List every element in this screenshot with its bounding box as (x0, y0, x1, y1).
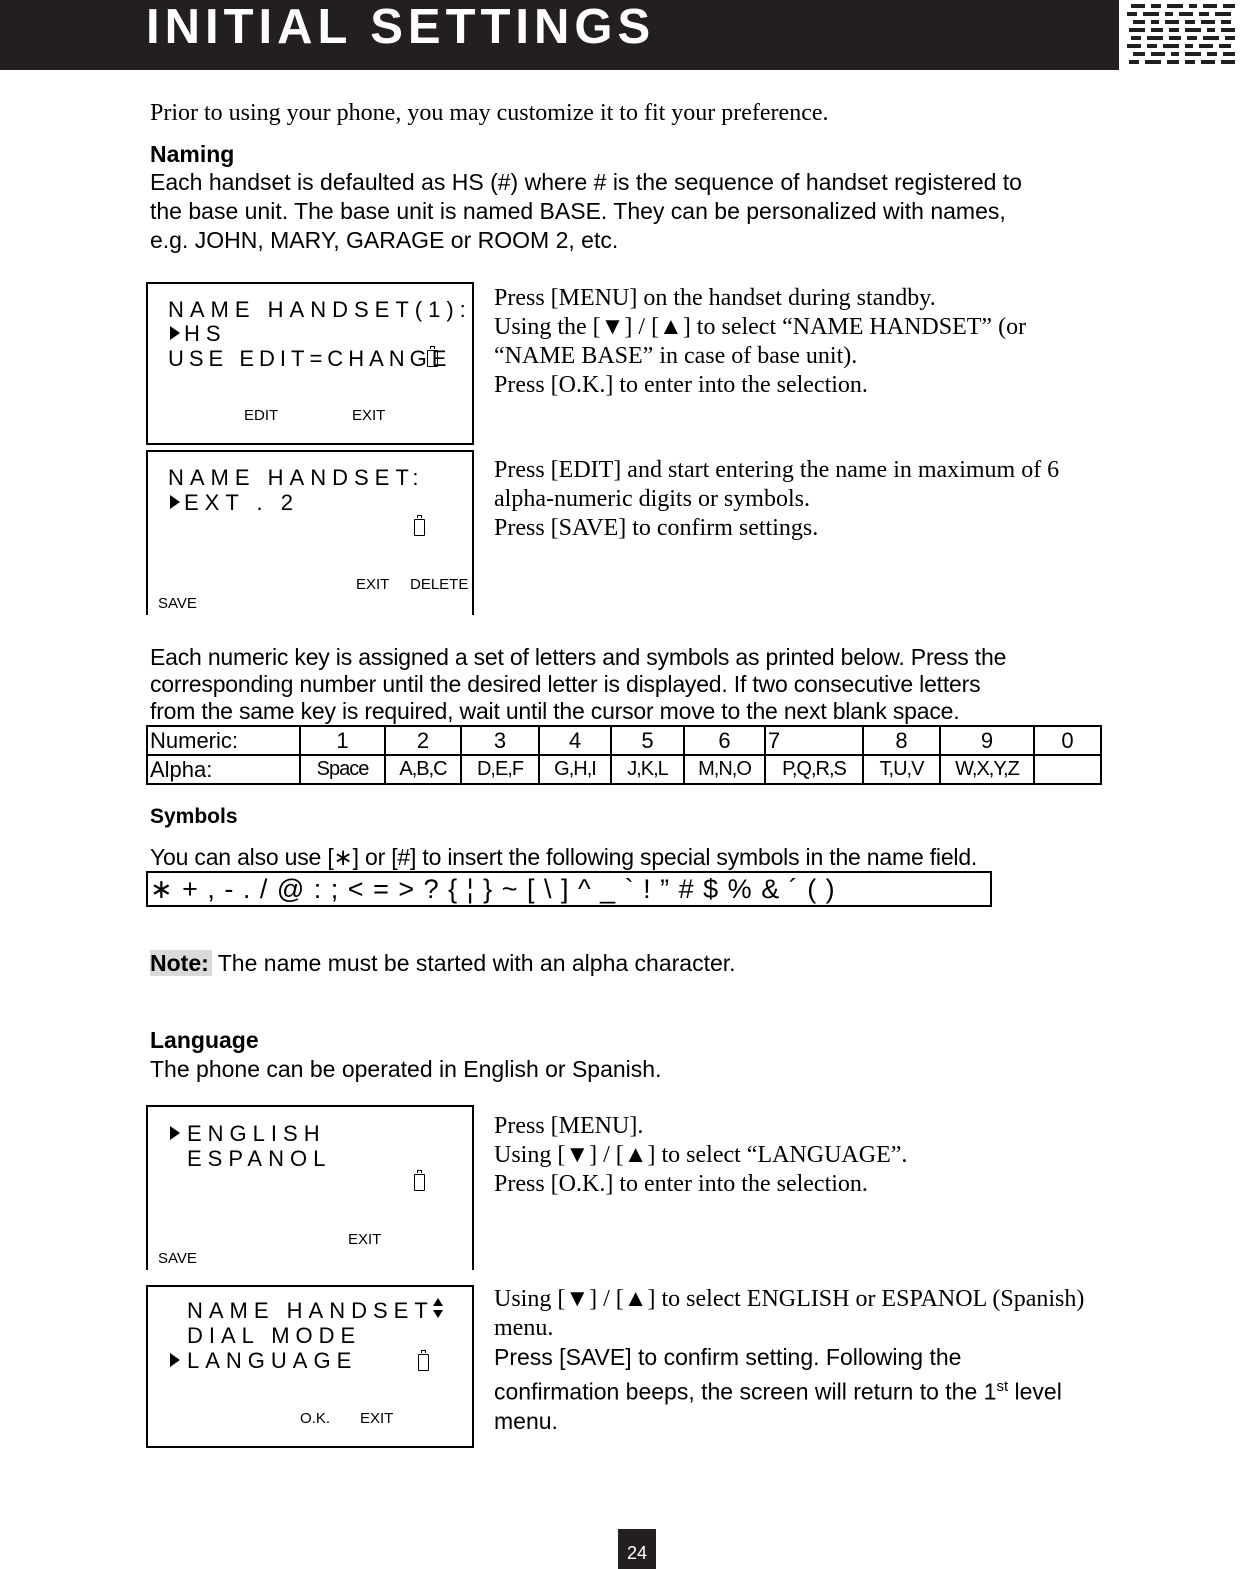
instruction-line: Using [▼] / [▲] to select “LANGUAGE”. (494, 1142, 908, 1168)
instruction-text: confirmation beeps, the screen will return to the 1 (494, 1378, 997, 1405)
numeric-cell: 7 (765, 726, 863, 755)
instruction-line: alpha-numeric digits or symbols. (494, 486, 810, 512)
key-assignment-table (146, 725, 1102, 785)
battery-icon (427, 350, 438, 367)
lcd-screen-name-entry (146, 450, 474, 615)
keys-description (150, 644, 1006, 725)
ordinal-suffix: st (996, 1378, 1009, 1395)
page-title: INITIAL SETTINGS (146, 0, 656, 54)
naming-line: Each handset is defaulted as HS (#) where # is the sequence of handset registered to (150, 169, 1022, 195)
softkey-edit: EDIT (244, 407, 279, 424)
lcd-screen-menu (146, 1285, 474, 1448)
softkey-ok: O.K. (300, 1410, 331, 1427)
instruction-line: Using [▼] / [▲] to select ENGLISH or ESPANOL (Spanish) (494, 1286, 1085, 1312)
alpha-cell: D,E,F (461, 755, 539, 784)
lcd-line-title: NAME HANDSET(1): (168, 297, 472, 322)
symbols-description: You can also use [∗] or [#] to insert the following special symbols in the name field. (150, 844, 978, 870)
symbols-heading: Symbols (150, 805, 238, 828)
triangle-cursor-icon (170, 326, 180, 340)
lcd-line-option: LANGUAGE (187, 1348, 358, 1373)
step3-instructions (494, 1112, 907, 1199)
numeric-cell: 1 (300, 726, 385, 755)
numeric-cell: 2 (385, 726, 461, 755)
alpha-cell: M,N,O (684, 755, 765, 784)
instruction-line (494, 1372, 1084, 1407)
alpha-cell: P,Q,R,S (765, 755, 863, 784)
decorative-pattern (1127, 2, 1239, 70)
note-text: The name must be started with an alpha character. (211, 950, 736, 976)
battery-icon (414, 1174, 425, 1191)
alpha-label: Alpha: (147, 755, 300, 784)
alpha-row (147, 755, 1101, 784)
alpha-cell: W,X,Y,Z (940, 755, 1034, 784)
instruction-line: Press [O.K.] to enter into the selection. (494, 372, 868, 398)
keys-line: corresponding number until the desired letter is displayed. If two consecutive letters (150, 671, 981, 697)
lcd-line-title: NAME HANDSET: (168, 465, 425, 490)
numeric-row (147, 726, 1101, 755)
alpha-cell: Space (300, 755, 385, 784)
numeric-cell: 0 (1034, 726, 1101, 755)
triangle-cursor-icon (170, 495, 180, 509)
step2-instructions (494, 456, 1059, 543)
step1-instructions (494, 284, 1026, 400)
keys-line: from the same key is required, wait until the cursor move to the next blank space. (150, 698, 960, 724)
symbols-list: ∗ + , - . / @ : ; < = > ? { ¦ } ~ [ \ ] ^ _ ` ! ” # $ % & ´ ( ) (146, 871, 992, 907)
numeric-label: Numeric: (147, 726, 300, 755)
note-label: Note: (150, 950, 212, 976)
instruction-line: Press [MENU] on the handset during standby. (494, 285, 936, 311)
naming-line: e.g. JOHN, MARY, GARAGE or ROOM 2, etc. (150, 227, 619, 253)
numeric-cell: 4 (539, 726, 611, 755)
numeric-cell: 3 (461, 726, 539, 755)
language-heading: Language (150, 1027, 259, 1053)
instruction-line: “NAME BASE” in case of base unit). (494, 343, 858, 369)
lcd-screen-name-handset (146, 282, 474, 445)
note (150, 949, 736, 978)
instruction-line: menu. (494, 1407, 558, 1434)
instruction-line: Press [SAVE] to confirm setting. Following the (494, 1344, 962, 1370)
lcd-line-option: ENGLISH (187, 1121, 326, 1146)
softkey-exit: EXIT (352, 407, 386, 424)
intro-text: Prior to using your phone, you may customize it to fit your preference. (150, 100, 829, 126)
step4-instructions (494, 1285, 1084, 1436)
triangle-cursor-icon (170, 1126, 180, 1140)
alpha-cell (1034, 755, 1101, 784)
lcd-line-option: NAME HANDSET (187, 1298, 434, 1323)
softkey-save: SAVE (158, 1250, 197, 1267)
lcd-line-option: DIAL MODE (187, 1323, 362, 1348)
lcd-line-option: ESPANOL (187, 1146, 332, 1171)
naming-line: the base unit. The base unit is named BASE. They can be personalized with names, (150, 198, 1006, 224)
alpha-cell: J,K,L (611, 755, 684, 784)
alpha-cell: G,H,I (539, 755, 611, 784)
battery-icon (414, 519, 425, 536)
battery-icon (418, 1354, 429, 1371)
instruction-line: Press [MENU]. (494, 1113, 644, 1139)
softkey-save: SAVE (158, 595, 197, 612)
numeric-cell: 5 (611, 726, 684, 755)
numeric-cell: 9 (940, 726, 1034, 755)
up-down-arrows-icon (432, 1297, 444, 1319)
instruction-line: Press [EDIT] and start entering the name in maximum of 6 (494, 457, 1060, 483)
naming-heading: Naming (150, 141, 235, 167)
language-description: The phone can be operated in English or Spanish. (150, 1056, 662, 1082)
softkey-exit: EXIT (356, 576, 390, 593)
naming-description (150, 168, 1022, 255)
instruction-line: menu. (494, 1315, 554, 1341)
softkey-exit: EXIT (360, 1410, 394, 1427)
lcd-line-value: HS (184, 321, 227, 346)
numeric-cell: 6 (684, 726, 765, 755)
lcd-line-hint: USE EDIT=CHANGE (168, 346, 452, 371)
numeric-cell: 8 (863, 726, 940, 755)
instruction-text: level (1008, 1378, 1062, 1405)
page-number: 24 (626, 1543, 648, 1563)
lcd-line-value: EXT . 2 (184, 490, 299, 515)
instruction-line: Using the [▼] / [▲] to select “NAME HANDSET” (or (494, 314, 1027, 340)
keys-line: Each numeric key is assigned a set of letters and symbols as printed below. Press the (150, 644, 1007, 670)
instruction-line: Press [O.K.] to enter into the selection. (494, 1171, 868, 1197)
softkey-delete: DELETE (410, 576, 469, 593)
lcd-screen-language (146, 1105, 474, 1270)
alpha-cell: A,B,C (385, 755, 461, 784)
instruction-line: Press [SAVE] to confirm settings. (494, 515, 819, 541)
softkey-exit: EXIT (348, 1231, 382, 1248)
triangle-cursor-icon (170, 1353, 180, 1367)
alpha-cell: T,U,V (863, 755, 940, 784)
